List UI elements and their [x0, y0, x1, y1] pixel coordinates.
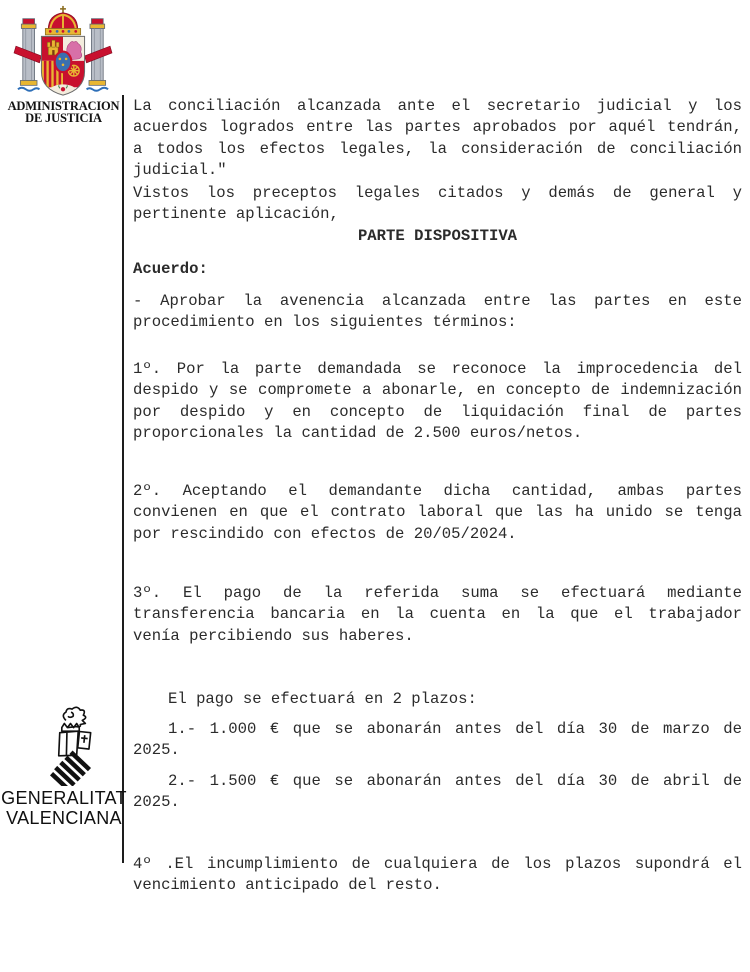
text-line: vencimiento anticipado del resto. — [133, 876, 442, 895]
document-body — [133, 0, 742, 972]
paragraph-parte-dispositiva-title — [133, 226, 742, 247]
text-line: pertinente aplicación, — [133, 205, 339, 224]
generalitat-seal-label-line1: GENERALITAT — [1, 788, 127, 808]
paragraph-punto-4 — [133, 854, 742, 897]
text-line: convienen en que el contrato laboral que las ha unido se tenga — [133, 503, 742, 522]
text-line: Acuerdo: — [133, 260, 208, 278]
paragraph-vistos — [133, 183, 742, 226]
text-line: despido y se compromete a abonarle, en concepto de indemnización — [133, 381, 742, 400]
text-line: acuerdos logrados entre las partes aprobados por aquél tendrán, — [133, 118, 742, 137]
justice-seal-label-line2: DE JUSTICIA — [25, 110, 102, 125]
paragraph-plazo-2 — [133, 771, 742, 814]
text-line: a todos los efectos legales, la consideración de conciliación — [133, 139, 742, 158]
shield — [41, 36, 84, 96]
paragraph-aprobar — [133, 291, 742, 334]
generalitat-valenciana-emblem-icon — [44, 704, 96, 786]
justice-seal-label — [0, 101, 127, 124]
text-line: PARTE DISPOSITIVA — [357, 227, 518, 245]
generalitat-seal-label-line2: VALENCIANA — [6, 807, 122, 828]
paragraph-plazos-intro — [133, 689, 742, 710]
paragraph-punto-3 — [133, 583, 742, 647]
text-line: 1.- 1.000 € que se abonarán antes del día 30 de marzo de — [168, 720, 742, 738]
text-line: 2025. — [133, 793, 180, 812]
text-line: venía percibiendo sus haberes. — [133, 626, 414, 645]
text-line: transferencia bancaria en la cuenta en la que el trabajador — [133, 605, 742, 624]
royal-crown — [45, 6, 80, 35]
paragraph-quote-conciliacion — [133, 96, 742, 182]
text-line: La conciliación alcanzada ante el secretario judicial y los — [133, 97, 742, 115]
margin-divider — [122, 95, 124, 863]
text-line: por rescindido con efectos de 20/05/2024. — [133, 524, 517, 543]
text-line: 3º. El pago de la referida suma se efectuará mediante — [133, 584, 742, 602]
text-line: proporcionales la cantidad de 2.500 euros/netos. — [133, 424, 583, 443]
generalitat-seal-label — [1, 789, 127, 828]
text-line: Vistos los preceptos legales citados y demás de general y — [133, 184, 742, 202]
text-line: procedimiento en los siguientes términos: — [133, 313, 517, 332]
paragraph-punto-1 — [133, 359, 742, 445]
text-line: judicial." — [133, 161, 227, 180]
text-line: 2025. — [133, 741, 180, 760]
text-line: - Aprobar la avenencia alcanzada entre las partes en este — [133, 292, 742, 310]
text-line: 2º. Aceptando el demandante dicha cantidad, ambas partes — [133, 482, 742, 500]
text-line: 1º. Por la parte demandada se reconoce la improcedencia del — [133, 360, 742, 378]
paragraph-plazo-1 — [133, 719, 742, 762]
paragraph-acuerdo — [133, 259, 742, 280]
text-line: El pago se efectuará en 2 plazos: — [168, 690, 477, 708]
paragraph-punto-2 — [133, 481, 742, 545]
text-line: por despido y en concepto de liquidación final de partes — [133, 402, 742, 421]
text-line: 2.- 1.500 € que se abonarán antes del día 30 de abril de — [168, 772, 742, 790]
text-line: 4º .El incumplimiento de cualquiera de los plazos supondrá el — [133, 855, 742, 873]
justice-seal-label-line1: ADMINISTRACION — [7, 99, 120, 113]
spain-coat-of-arms-icon — [12, 3, 114, 103]
